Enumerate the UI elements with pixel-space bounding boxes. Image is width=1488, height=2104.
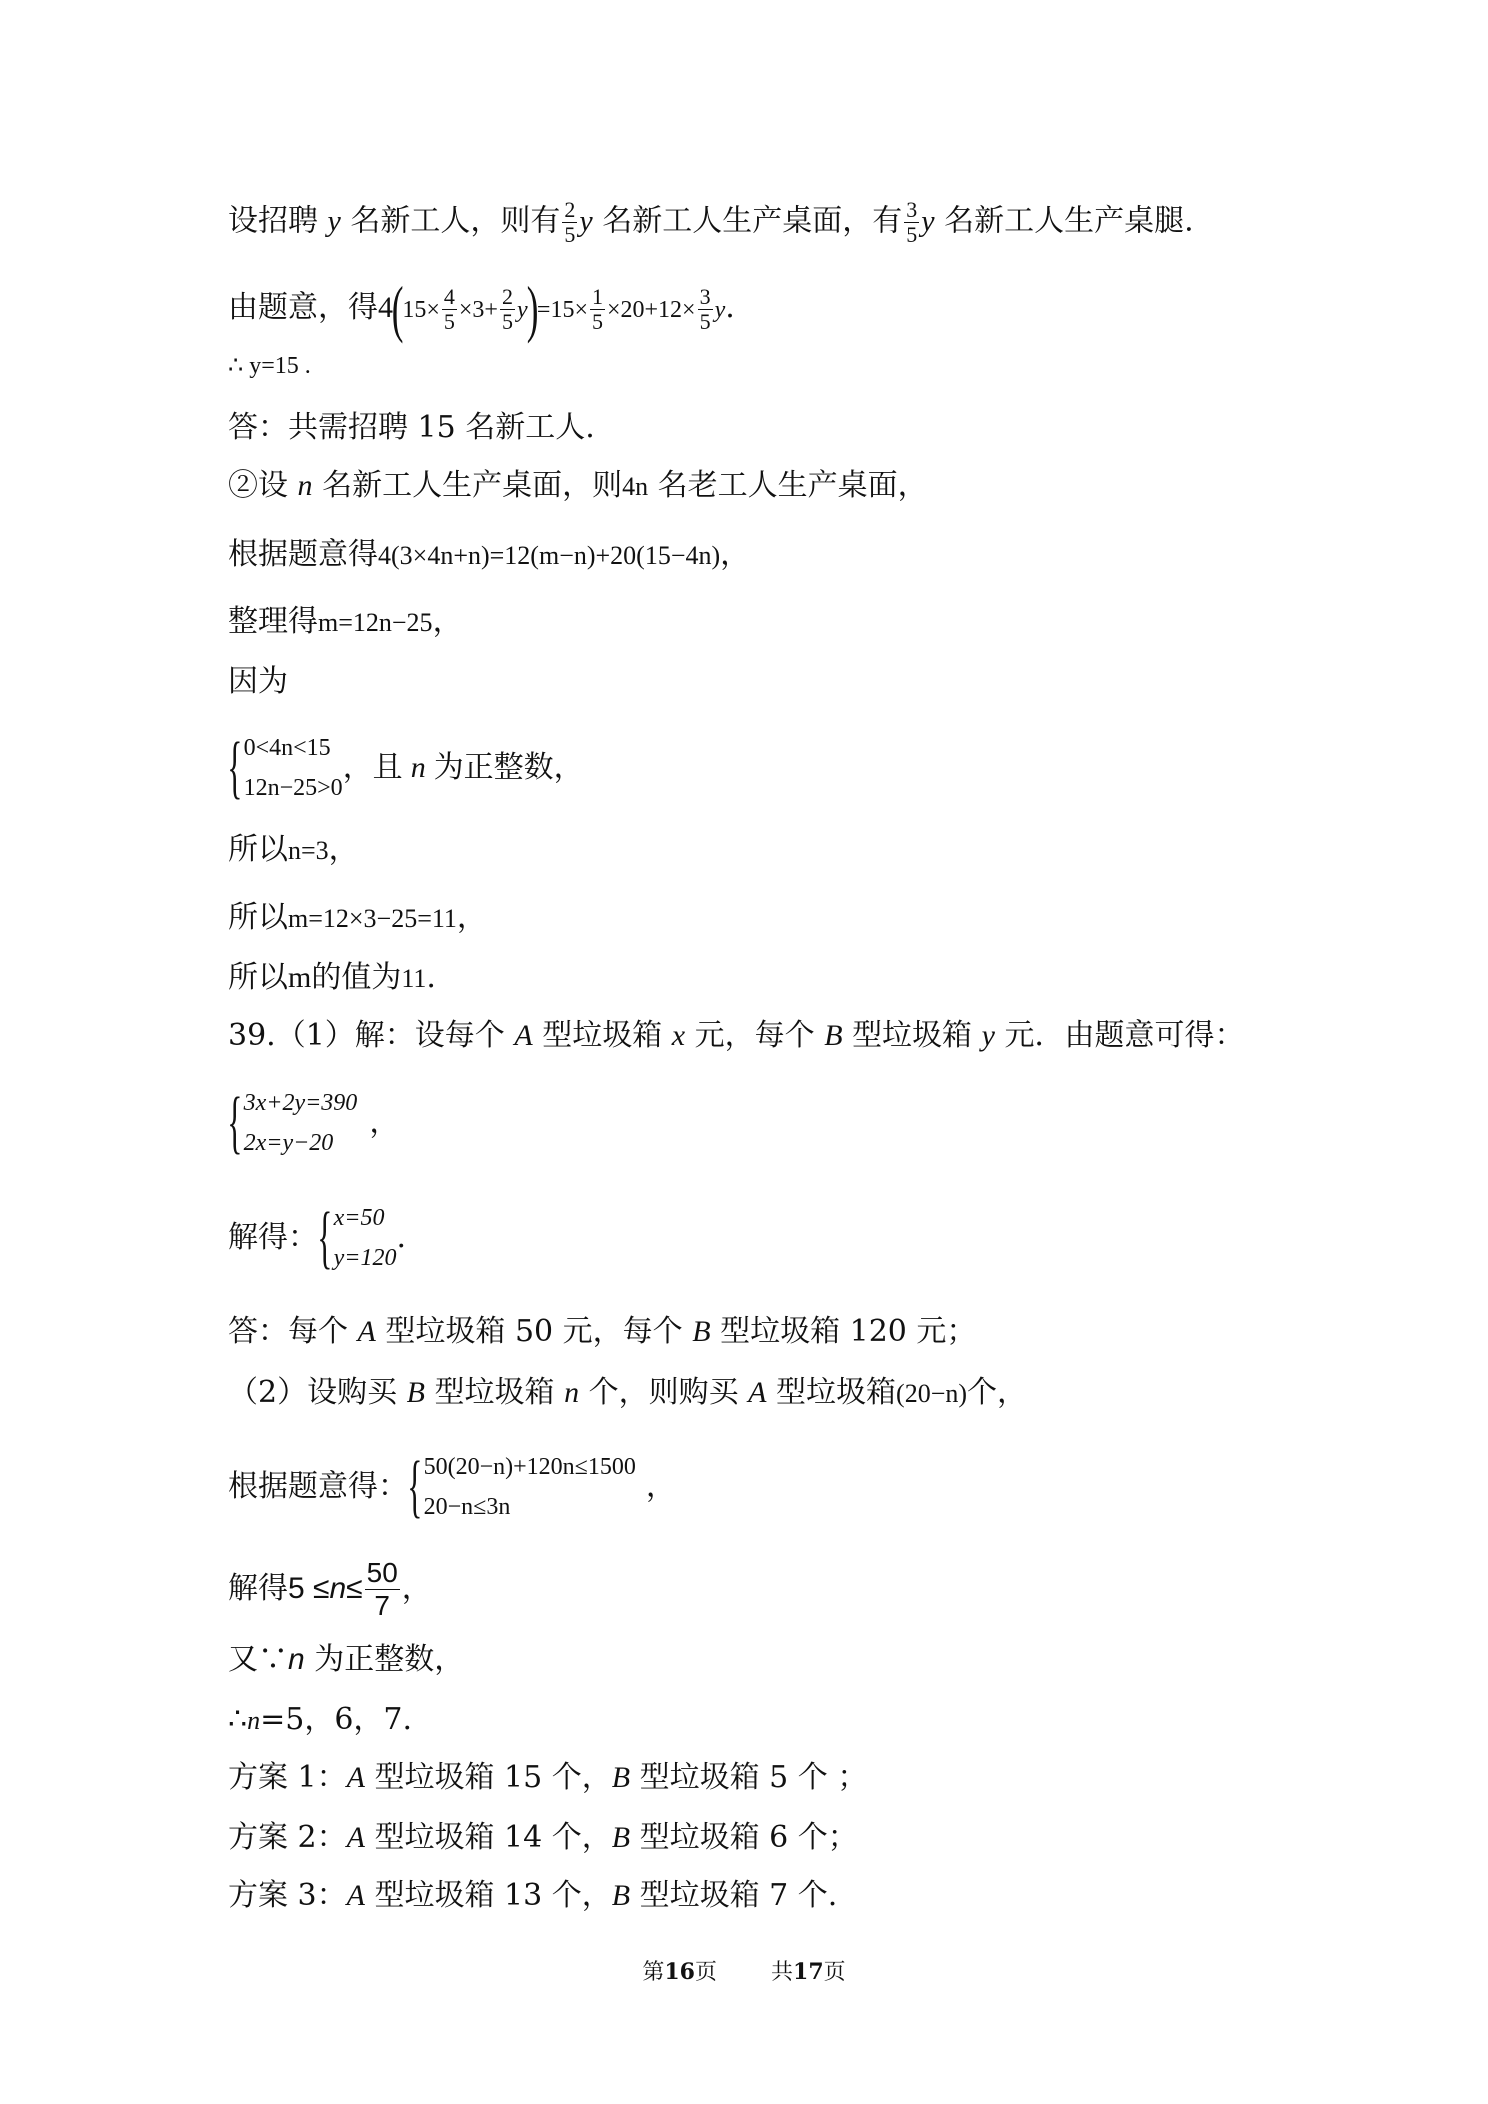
text: ，: [720, 537, 751, 572]
expression: (20−n): [896, 1379, 968, 1408]
text: ×20+12×: [606, 297, 696, 323]
value: 11: [401, 964, 427, 993]
den: 5: [443, 308, 455, 334]
var-A: A: [514, 1019, 533, 1052]
text: ②设: [228, 468, 288, 503]
var-B: B: [611, 1761, 631, 1794]
text: 个，则购买: [588, 1375, 739, 1410]
text: 名老工人生产桌面，: [657, 468, 928, 503]
text: 方案 3：: [228, 1878, 347, 1913]
line-7: [228, 602, 463, 643]
text: ×3+: [458, 297, 498, 323]
text: 元．由题意可得：: [1004, 1018, 1245, 1053]
text: 型垃圾箱: [434, 1375, 555, 1410]
footer-text: 页: [694, 1960, 717, 1985]
fraction: [500, 285, 515, 334]
text: 解得: [228, 1571, 288, 1606]
equation: m=12×3−25=11: [288, 904, 457, 933]
row: x=50: [333, 1205, 385, 1231]
row: 2x=y−20: [243, 1130, 334, 1156]
text: ∴: [228, 1702, 248, 1737]
text: 4: [378, 291, 393, 324]
text: ，: [328, 832, 359, 867]
num: 2: [501, 283, 513, 309]
footer-text: 页: [823, 1960, 846, 1985]
text: 元，每个: [694, 1018, 815, 1053]
brace: {: [227, 729, 243, 806]
text: 型垃圾箱 50 元，每个: [385, 1314, 683, 1349]
text: 又∵: [228, 1642, 288, 1677]
var-n: n: [297, 469, 313, 502]
line-17: [228, 1373, 1027, 1414]
text: 型垃圾箱 5 个 ；: [639, 1760, 868, 1795]
line-4: 答：共需招聘 15 名新工人.: [228, 410, 595, 445]
text: 型垃圾箱 120 元；: [720, 1314, 977, 1349]
line-14: [228, 1080, 399, 1166]
line-23: [228, 1818, 858, 1858]
text: 型垃圾箱: [776, 1375, 897, 1410]
text: 方案 1：: [228, 1760, 347, 1795]
text: （2）设购买: [228, 1375, 398, 1410]
var-A: A: [748, 1376, 767, 1409]
var-4n: 4n: [622, 472, 649, 501]
text: 名新工人生产桌腿.: [944, 203, 1194, 239]
var-n: n: [564, 1376, 580, 1409]
text: ，: [456, 900, 487, 935]
text: 型垃圾箱: [542, 1018, 663, 1053]
fraction: [365, 1557, 400, 1622]
fraction: [904, 198, 919, 247]
text: 所以: [228, 900, 288, 935]
text: 型垃圾箱 6 个；: [639, 1820, 858, 1855]
var-n: n: [288, 1643, 305, 1676]
num: 50: [366, 1556, 398, 1588]
den: 7: [374, 1589, 390, 1621]
line-11: [228, 898, 487, 939]
text: 个，: [967, 1375, 1028, 1410]
line-12: [228, 958, 436, 999]
var-y: y: [327, 204, 341, 238]
text: 型垃圾箱: [852, 1018, 973, 1053]
var-n: n: [410, 751, 426, 784]
fraction: [562, 198, 577, 247]
num: 3: [906, 197, 918, 222]
text: ，: [401, 1571, 432, 1606]
equation: m=12n−25: [318, 608, 433, 637]
total-pages: 17: [793, 1959, 824, 1985]
var-B: B: [611, 1821, 631, 1854]
text: ，: [432, 604, 463, 639]
brace: {: [317, 1199, 333, 1276]
num: 3: [699, 283, 711, 309]
var-B: B: [406, 1376, 425, 1409]
line-20: [228, 1640, 464, 1680]
row: 12n−25>0: [243, 775, 343, 801]
equation: 4(3×4n+n)=12(m−n)+20(15−4n): [378, 541, 721, 570]
var-B: B: [692, 1315, 711, 1348]
row: 0<4n<15: [243, 735, 331, 761]
var-n: n: [247, 1706, 261, 1735]
text: =5，6，7.: [260, 1702, 413, 1737]
footer-text: 第: [642, 1960, 665, 1985]
line-9: [228, 728, 584, 808]
var-B: B: [611, 1879, 631, 1912]
den: 5: [564, 222, 576, 247]
text: 名新工人生产桌面，有: [602, 203, 903, 239]
footer-text: 共: [771, 1960, 794, 1985]
text: 型垃圾箱 14 个，: [374, 1820, 612, 1855]
text: 答：每个: [228, 1314, 348, 1349]
line-8: 因为: [228, 664, 288, 699]
text: .: [725, 290, 735, 325]
num: 2: [564, 197, 576, 222]
text: ，且: [342, 750, 403, 785]
text: =15×: [536, 297, 588, 323]
var-n: n: [329, 1572, 347, 1605]
var-m: m: [288, 961, 312, 994]
text: 方案 2：: [228, 1820, 347, 1855]
text: 为正整数，: [433, 750, 584, 785]
line-5: [228, 466, 928, 507]
den: 5: [699, 308, 711, 334]
text: 的值为: [311, 960, 402, 995]
row: 20−n≤3n: [423, 1494, 511, 1520]
brace: {: [227, 1084, 243, 1161]
text: 5 ≤: [288, 1572, 330, 1605]
text: .: [426, 960, 436, 995]
paren-left: (: [391, 273, 404, 344]
line-2: [228, 273, 735, 344]
page-number: 16: [664, 1959, 695, 1985]
text: ，: [369, 1105, 400, 1140]
var-A: A: [357, 1315, 376, 1348]
text: 名新工人生产桌面，则: [322, 468, 623, 503]
text: 解得：: [228, 1220, 318, 1255]
line-24: [228, 1876, 837, 1916]
equation: n=3: [288, 836, 329, 865]
var-A: A: [346, 1821, 365, 1854]
text: 名新工人，则有: [350, 203, 561, 239]
solution-system: [318, 1198, 396, 1278]
system-of-equations: [228, 1083, 357, 1163]
line-18: [228, 1444, 676, 1530]
var-y: y: [714, 297, 726, 323]
var-y: y: [516, 297, 528, 323]
line-15: [228, 1196, 406, 1280]
brace: {: [407, 1448, 423, 1525]
row: y=120: [333, 1245, 397, 1271]
line-16: [228, 1312, 976, 1352]
text: 所以: [228, 832, 288, 867]
num: 4: [443, 283, 455, 309]
system-of-inequalities: [228, 728, 343, 808]
text: 设招聘: [228, 203, 318, 239]
var-y: y: [921, 204, 935, 238]
var-y: y: [981, 1019, 995, 1052]
var-y: y: [579, 204, 593, 238]
row: 50(20−n)+120n≤1500: [423, 1454, 636, 1480]
system-of-inequalities: [408, 1447, 636, 1527]
line-1: [228, 198, 1194, 247]
text: 型垃圾箱 15 个，: [374, 1760, 612, 1795]
text: ，: [645, 1469, 676, 1504]
text: 15×: [402, 297, 440, 323]
row: 3x+2y=390: [243, 1090, 358, 1116]
text: 型垃圾箱 13 个，: [374, 1878, 612, 1913]
text: 整理得: [228, 604, 318, 639]
line-19: [228, 1552, 432, 1626]
fraction: [442, 285, 457, 334]
den: 5: [501, 308, 513, 334]
text: 型垃圾箱 7 个.: [639, 1878, 838, 1913]
line-22: [228, 1758, 867, 1798]
text: 由题意，得: [228, 290, 378, 325]
line-13: [228, 1016, 1244, 1056]
num: 1: [591, 283, 603, 309]
fraction: [698, 285, 713, 334]
text: 为正整数，: [314, 1642, 465, 1677]
line-6: [228, 535, 750, 576]
var-B: B: [824, 1019, 843, 1052]
den: 5: [906, 222, 918, 247]
line-3: ∴ y=15 .: [228, 353, 311, 379]
var-A: A: [346, 1761, 365, 1794]
text: .: [396, 1220, 407, 1255]
den: 5: [591, 308, 603, 334]
fraction: [590, 285, 605, 334]
line-21: [228, 1700, 412, 1741]
page-footer: [0, 1955, 1488, 1986]
text: 所以: [228, 960, 288, 995]
text: ≤: [346, 1572, 363, 1605]
line-10: [228, 830, 359, 871]
text: 39.（1）解：设每个: [228, 1018, 505, 1053]
var-A: A: [346, 1879, 365, 1912]
text: 根据题意得：: [228, 1469, 408, 1504]
paren-right: ): [526, 273, 539, 344]
var-x: x: [671, 1019, 686, 1052]
text: 根据题意得: [228, 537, 378, 572]
